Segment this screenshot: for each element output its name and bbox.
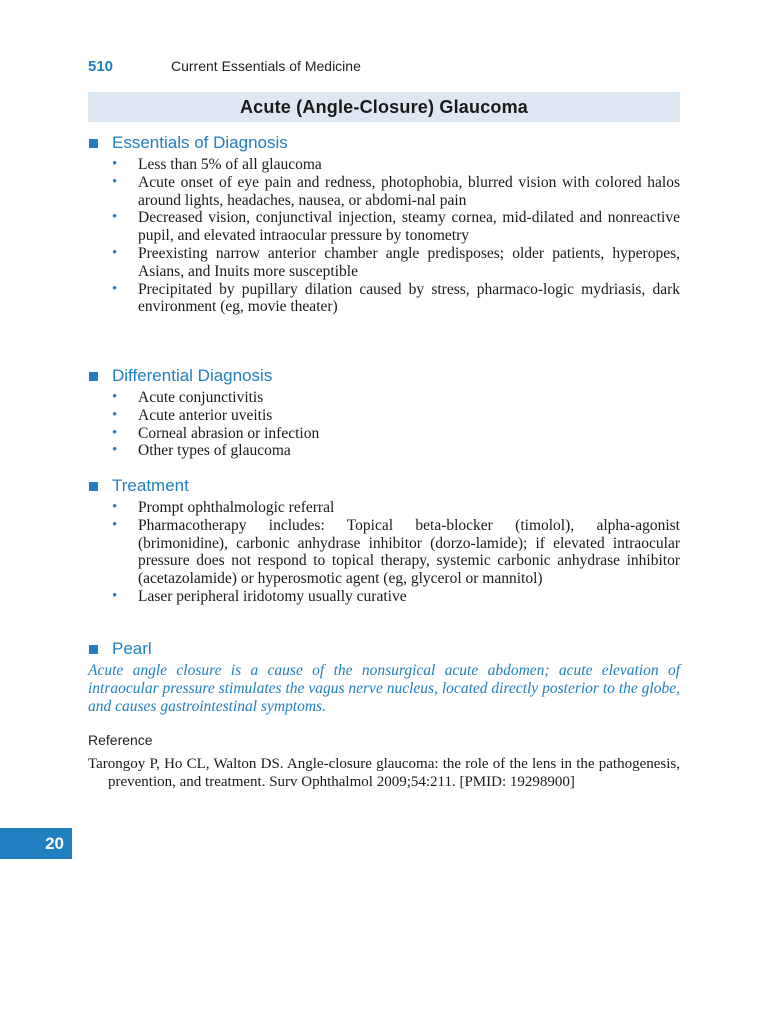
bullet-icon: •	[112, 587, 118, 604]
list-item: • Preexisting narrow anterior chamber angle predisposes; older patients, hyperopes, Asians, and Inuits more susceptible	[112, 244, 680, 280]
pearl-text: Acute angle closure is a cause of the nonsurgical acute abdomen; acute elevation of intraocular pressure stimulates the vagus nerve nucleus, located directly posterior to the globe, and causes gastrointestinal symptoms.	[88, 662, 680, 715]
chapter-tab	[0, 828, 72, 859]
list-item: • Less than 5% of all glaucoma	[112, 156, 322, 173]
square-bullet-icon	[89, 139, 98, 148]
bullet-icon: •	[112, 156, 118, 172]
bullet-icon: •	[112, 280, 118, 297]
list-item: • Acute conjunctivitis	[112, 389, 264, 406]
square-bullet-icon	[89, 372, 98, 381]
section-heading: Pearl	[112, 639, 152, 658]
bullet-icon: •	[112, 173, 118, 190]
page-number: 510	[88, 58, 114, 75]
list-item: • Pharmacotherapy includes: Topical beta-blocker (timolol), alpha-agonist (brimonidine), carbonic anhydrase inhibitor (dorzo-lamide); if elevated intraocular pressure does not respond to topical therapy, systemic carbonic anhydrase inhibitor (acetazolamide) or hyperosmotic agent (eg, glycerol or mannitol)	[112, 516, 680, 588]
list-item: • Precipitated by pupillary dilation caused by stress, pharmaco-logic mydriasis, dark environment (eg, movie theater)	[112, 280, 680, 316]
page-title: Acute (Angle-Closure) Glaucoma	[239, 96, 529, 117]
bullet-icon: •	[112, 442, 118, 459]
square-bullet-icon	[89, 482, 98, 491]
bullet-icon: •	[112, 209, 118, 226]
section-pearl	[88, 638, 680, 715]
bullet-icon: •	[112, 424, 118, 441]
section-differential	[88, 365, 680, 460]
title-bar	[88, 92, 680, 122]
bullet-icon: •	[112, 499, 118, 515]
section-heading: Treatment	[112, 476, 189, 495]
reference-heading: Reference	[88, 732, 153, 748]
list-item: • Laser peripheral iridotomy usually curative	[112, 587, 407, 605]
bullet-icon: •	[112, 516, 118, 533]
list-item: • Other types of glaucoma	[112, 442, 291, 460]
list-item: • Corneal abrasion or infection	[112, 424, 320, 442]
reference-text: Tarongoy P, Ho CL, Walton DS. Angle-closure glaucoma: the role of the lens in the pathogenesis, prevention, and treatment. Surv Ophthalmol 2009;54:211. [PMID: 19298900]	[88, 756, 680, 790]
section-treatment	[88, 475, 680, 606]
running-title: Current Essentials of Medicine	[171, 58, 361, 74]
list-item: • Acute onset of eye pain and redness, photophobia, blurred vision with colored halos around lights, headaches, nausea, or abdomi-nal pain	[112, 173, 680, 209]
list-item: • Decreased vision, conjunctival injection, steamy cornea, mid-dilated and nonreactive pupil, and elevated intraocular pressure by tonometry	[112, 209, 680, 245]
square-bullet-icon	[89, 645, 98, 654]
section-heading: Essentials of Diagnosis	[112, 133, 288, 152]
running-header	[88, 58, 680, 80]
bullet-icon: •	[112, 406, 118, 423]
list-item: • Prompt ophthalmologic referral	[112, 499, 335, 516]
section-essentials	[88, 132, 680, 316]
list-item: • Acute anterior uveitis	[112, 406, 273, 424]
bullet-icon: •	[112, 389, 118, 405]
chapter-number: 20	[45, 833, 64, 853]
bullet-icon: •	[112, 244, 118, 261]
section-heading: Differential Diagnosis	[112, 366, 273, 385]
